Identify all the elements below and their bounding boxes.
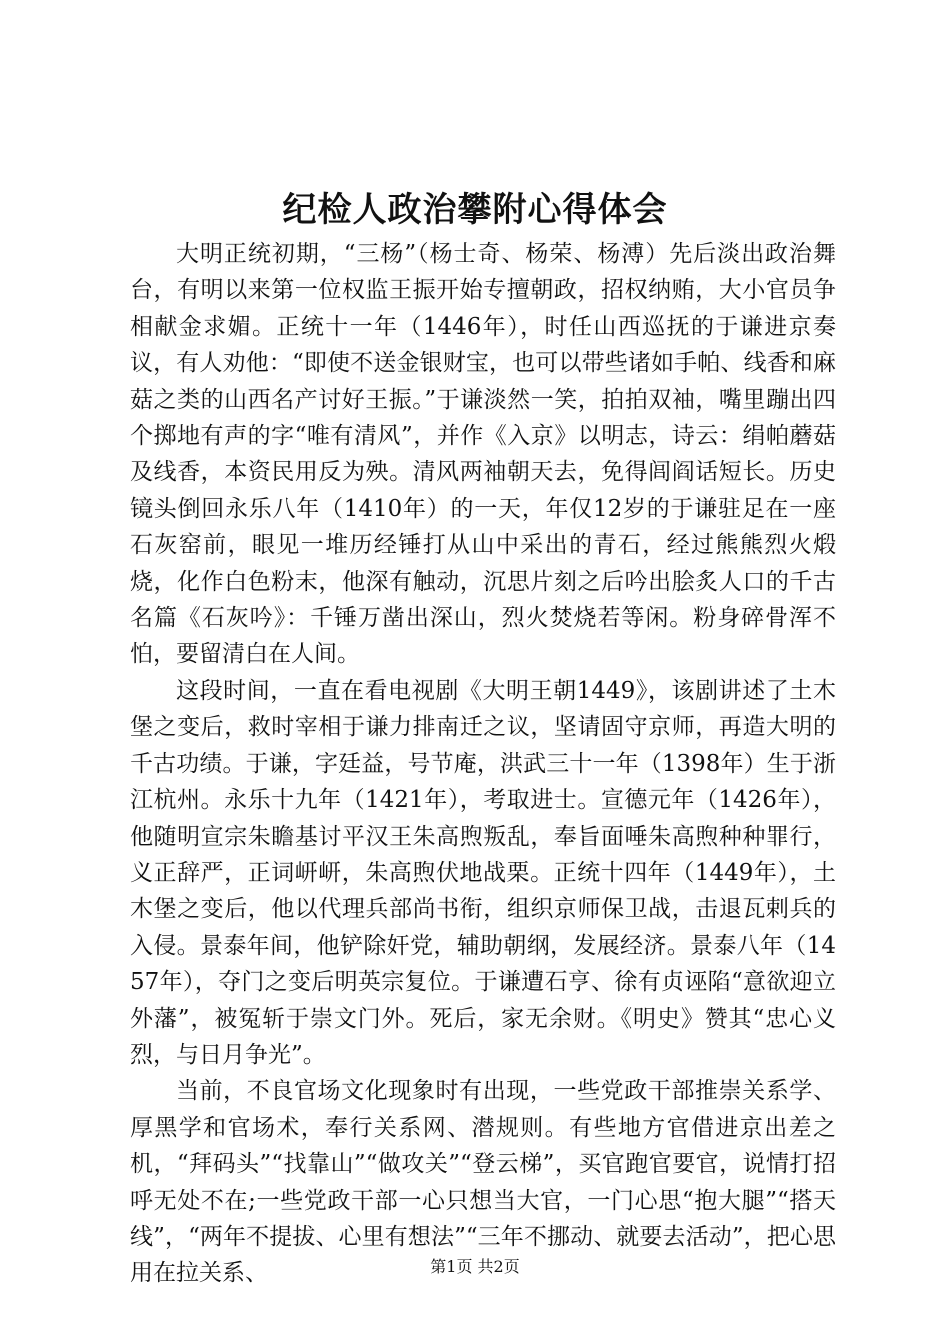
document-body [130,236,836,1292]
paragraph-1: 大明正统初期，“三杨”（杨士奇、杨荣、杨溥）先后淡出政治舞台，有明以来第一位权监王振开始专擅朝政，招权纳贿，大小官员争相献金求媚。正统十一年（1446年），时任山西巡抚的于谦进京奏议，有人劝他：“即使不送金银财宝，也可以带些诸如手帕、线香和麻菇之类的山西名产讨好王振。”于谦淡然一笑，拍拍双袖，嘴里蹦出四个掷地有声的字“唯有清风”，并作《入京》以明志，诗云：绢帕蘑菇及线香，本资民用反为殃。清风两袖朝天去，免得闾阎话短长。历史镜头倒回永乐八年（1410年）的一天，年仅12岁的于谦驻足在一座石灰窑前，眼见一堆历经锤打从山中采出的青石，经过熊熊烈火煅烧，化作白色粉末，他深有触动，沉思片刻之后吟出脍炙人口的千古名篇《石灰吟》：千锤万凿出深山，烈火焚烧若等闲。粉身碎骨浑不怕，要留清白在人间。 [130,241,836,668]
page-footer: 第1页 共2页 [430,1257,520,1276]
document-title: 纪检人政治攀附心得体会 [282,190,668,230]
paragraph-3: 当前，不良官场文化现象时有出现，一些党政干部推崇关系学、厚黑学和官场术，奉行关系网、潜规则。有些地方官借进京出差之机，“拜码头”“找靠山”“做攻关”“登云梯”，买官跑官要官，说情打招呼无处不在;一些党政干部一心只想当大官，一门心思“抱大腿”“搭天线”，“两年不提拔、心里有想法”“三年不挪动、就要去活动”，把心思用在拉关系、 [130,1078,836,1287]
paragraph-2: 这段时间，一直在看电视剧《大明王朝1449》，该剧讲述了土木堡之变后，救时宰相于谦力排南迁之议，坚请固守京师，再造大明的千古功绩。于谦，字廷益，号节庵，洪武三十一年（1398年）生于浙江杭州。永乐十九年（1421年），考取进士。宣德元年（1426年），他随明宣宗朱瞻基讨平汉王朱高煦叛乱，奉旨面唾朱高煦种种罪行，义正辞严，正词岍岍，朱高煦伏地战栗。正统十四年（1449年），土木堡之变后，他以代理兵部尚书衔，组织京师保卫战，击退瓦剌兵的入侵。景泰年间，他铲除奸党，辅助朝纲，发展经济。景泰八年（1457年），夺门之变后明英宗复位。于谦遭石亨、徐有贞诬陷“意欲迎立外藩”，被冤斩于崇文门外。死后，家无余财。《明史》赞其“忠心义烈，与日月争光”。 [130,677,836,1068]
